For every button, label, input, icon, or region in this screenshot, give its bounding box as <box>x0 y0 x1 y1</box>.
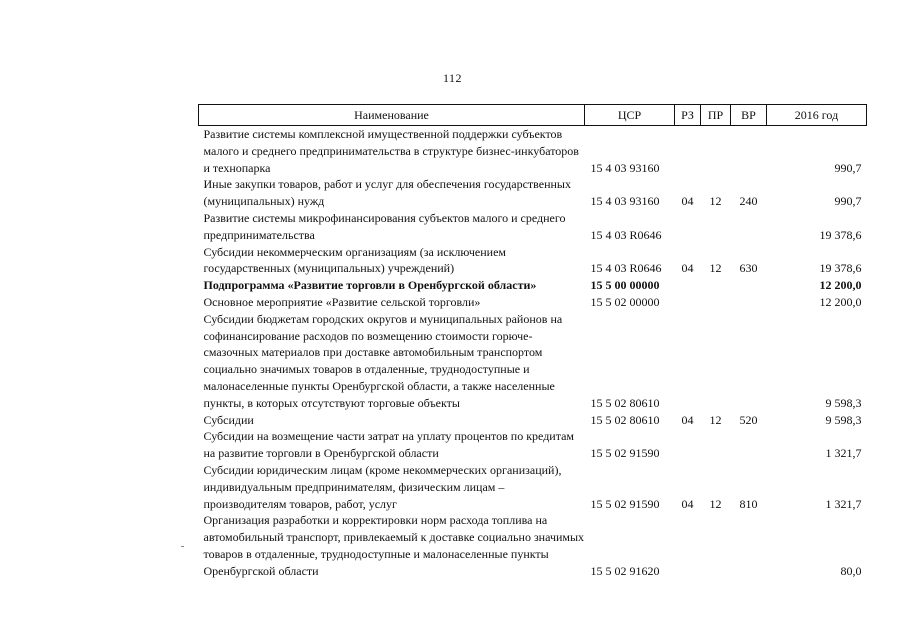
table-body <box>199 126 867 580</box>
row-vr-cell <box>731 126 767 177</box>
header-year: 2016 год <box>767 105 867 126</box>
row-vr-cell: 520 <box>739 412 758 427</box>
row-csr-cell: 15 5 02 91590 <box>590 496 660 511</box>
row-csr-cell: 15 5 02 91590 <box>590 446 660 461</box>
row-rz-cell: 04 <box>681 412 694 427</box>
row-amount-cell: 1 321,7 <box>825 446 862 461</box>
row-pr-cell <box>701 277 731 294</box>
table-row <box>199 311 867 412</box>
row-vr-cell: 240 <box>739 194 758 209</box>
row-name-cell: Организация разработки и корректировки норм расхода топлива на автомобильный транспорт, привлекаемый к доставке социально значимых товаров в отдаленные, труднодоступные и малонаселенные пункты Оренбургской области <box>203 513 585 578</box>
row-amount-cell: 990,7 <box>834 160 862 175</box>
row-pr-cell: 12 <box>709 412 722 427</box>
row-name-cell: Субсидии бюджетам городских округов и муниципальных районов на софинансирование расходов по возмещению стоимости горюче-смазочных материалов при доставке автомобильным транспортом социально значимых товаров в отдаленные, труднодоступные и малонаселенные пункты Оренбургской области, а также населенные пункты, в которых отсутствуют торговые объекты <box>203 311 563 410</box>
table-row <box>199 277 867 294</box>
row-name-cell: Развитие системы микрофинансирования субъектов малого и среднего предпринимательства <box>203 210 566 242</box>
table-row <box>199 512 867 579</box>
row-name-cell: Основное мероприятие «Развитие сельской торговли» <box>203 294 481 309</box>
row-rz-cell <box>675 311 701 412</box>
row-vr-cell <box>731 512 767 579</box>
row-rz-cell <box>675 294 701 311</box>
table-row <box>199 210 867 244</box>
table-row <box>199 176 867 210</box>
row-pr-cell <box>701 210 731 244</box>
row-vr-cell <box>731 428 767 462</box>
row-csr-cell: 15 5 02 91620 <box>590 563 660 578</box>
row-vr-cell: 810 <box>739 496 758 511</box>
row-rz-cell <box>675 126 701 177</box>
row-rz-cell <box>675 210 701 244</box>
row-amount-cell: 12 200,0 <box>819 294 862 309</box>
row-csr-cell: 15 4 03 R0646 <box>590 227 662 242</box>
table-row <box>199 412 867 429</box>
margin-mark <box>181 546 184 547</box>
row-rz-cell: 04 <box>681 194 694 209</box>
row-rz-cell <box>675 277 701 294</box>
row-pr-cell <box>701 294 731 311</box>
table-row <box>199 428 867 462</box>
row-vr-cell <box>731 294 767 311</box>
row-amount-cell: 19 378,6 <box>819 261 862 276</box>
row-vr-cell <box>731 311 767 412</box>
row-vr-cell: 630 <box>739 261 758 276</box>
row-vr-cell <box>731 210 767 244</box>
row-amount-cell: 80,0 <box>840 563 862 578</box>
table-row <box>199 294 867 311</box>
row-rz-cell <box>675 512 701 579</box>
row-name-cell: Иные закупки товаров, работ и услуг для обеспечения государственных (муниципальных) нужд <box>203 177 571 209</box>
row-rz-cell <box>675 428 701 462</box>
row-csr-cell: 15 4 03 R0646 <box>590 261 662 276</box>
row-rz-cell: 04 <box>681 496 694 511</box>
row-rz-cell: 04 <box>681 261 694 276</box>
row-name-cell: Субсидии некоммерческим организациям (за исключением государственных (муниципальных) учреждений) <box>203 244 507 276</box>
row-name-cell: Развитие системы комплексной имущественной поддержки субъектов малого и среднего предпринимательства в структуре бизнес-инкубаторов и технопарка <box>203 127 579 175</box>
row-pr-cell: 12 <box>709 496 722 511</box>
row-amount-cell: 990,7 <box>834 194 862 209</box>
row-amount-cell: 9 598,3 <box>825 395 862 410</box>
row-pr-cell <box>701 512 731 579</box>
row-name-cell: Подпрограмма «Развитие торговли в Оренбургской области» <box>203 278 537 293</box>
row-csr-cell: 15 5 02 80610 <box>590 395 660 410</box>
row-csr-cell: 15 4 03 93160 <box>590 160 660 175</box>
header-name: Наименование <box>199 105 585 126</box>
table-row <box>199 462 867 512</box>
row-amount-cell: 9 598,3 <box>825 412 862 427</box>
row-csr-cell: 15 4 03 93160 <box>590 194 660 209</box>
row-name-cell: Субсидии на возмещение части затрат на уплату процентов по кредитам на развитие торговли в Оренбургской области <box>203 429 575 461</box>
row-name-cell: Субсидии юридическим лицам (кроме некоммерческих организаций), индивидуальным предпринимателям, физическим лицам – производителям товаров, работ, услуг <box>203 462 562 511</box>
header-rz: РЗ <box>675 105 701 126</box>
row-pr-cell <box>701 428 731 462</box>
row-amount-cell: 19 378,6 <box>819 227 862 242</box>
row-amount-cell: 1 321,7 <box>825 496 862 511</box>
row-pr-cell <box>701 311 731 412</box>
table-row <box>199 244 867 278</box>
row-vr-cell <box>731 277 767 294</box>
row-csr-cell: 15 5 02 00000 <box>590 294 660 309</box>
row-pr-cell: 12 <box>709 261 722 276</box>
row-csr-cell: 15 5 02 80610 <box>590 412 660 427</box>
header-pr: ПР <box>701 105 731 126</box>
table-header-row <box>199 105 867 126</box>
header-csr: ЦСР <box>585 105 675 126</box>
row-csr-cell: 15 5 00 00000 <box>590 278 660 293</box>
table-row <box>199 126 867 177</box>
row-pr-cell: 12 <box>709 194 722 209</box>
header-vr: ВР <box>731 105 767 126</box>
row-amount-cell: 12 200,0 <box>819 278 862 293</box>
budget-table <box>198 104 867 580</box>
page-number: 112 <box>442 71 463 85</box>
row-name-cell: Субсидии <box>203 412 254 427</box>
row-pr-cell <box>701 126 731 177</box>
